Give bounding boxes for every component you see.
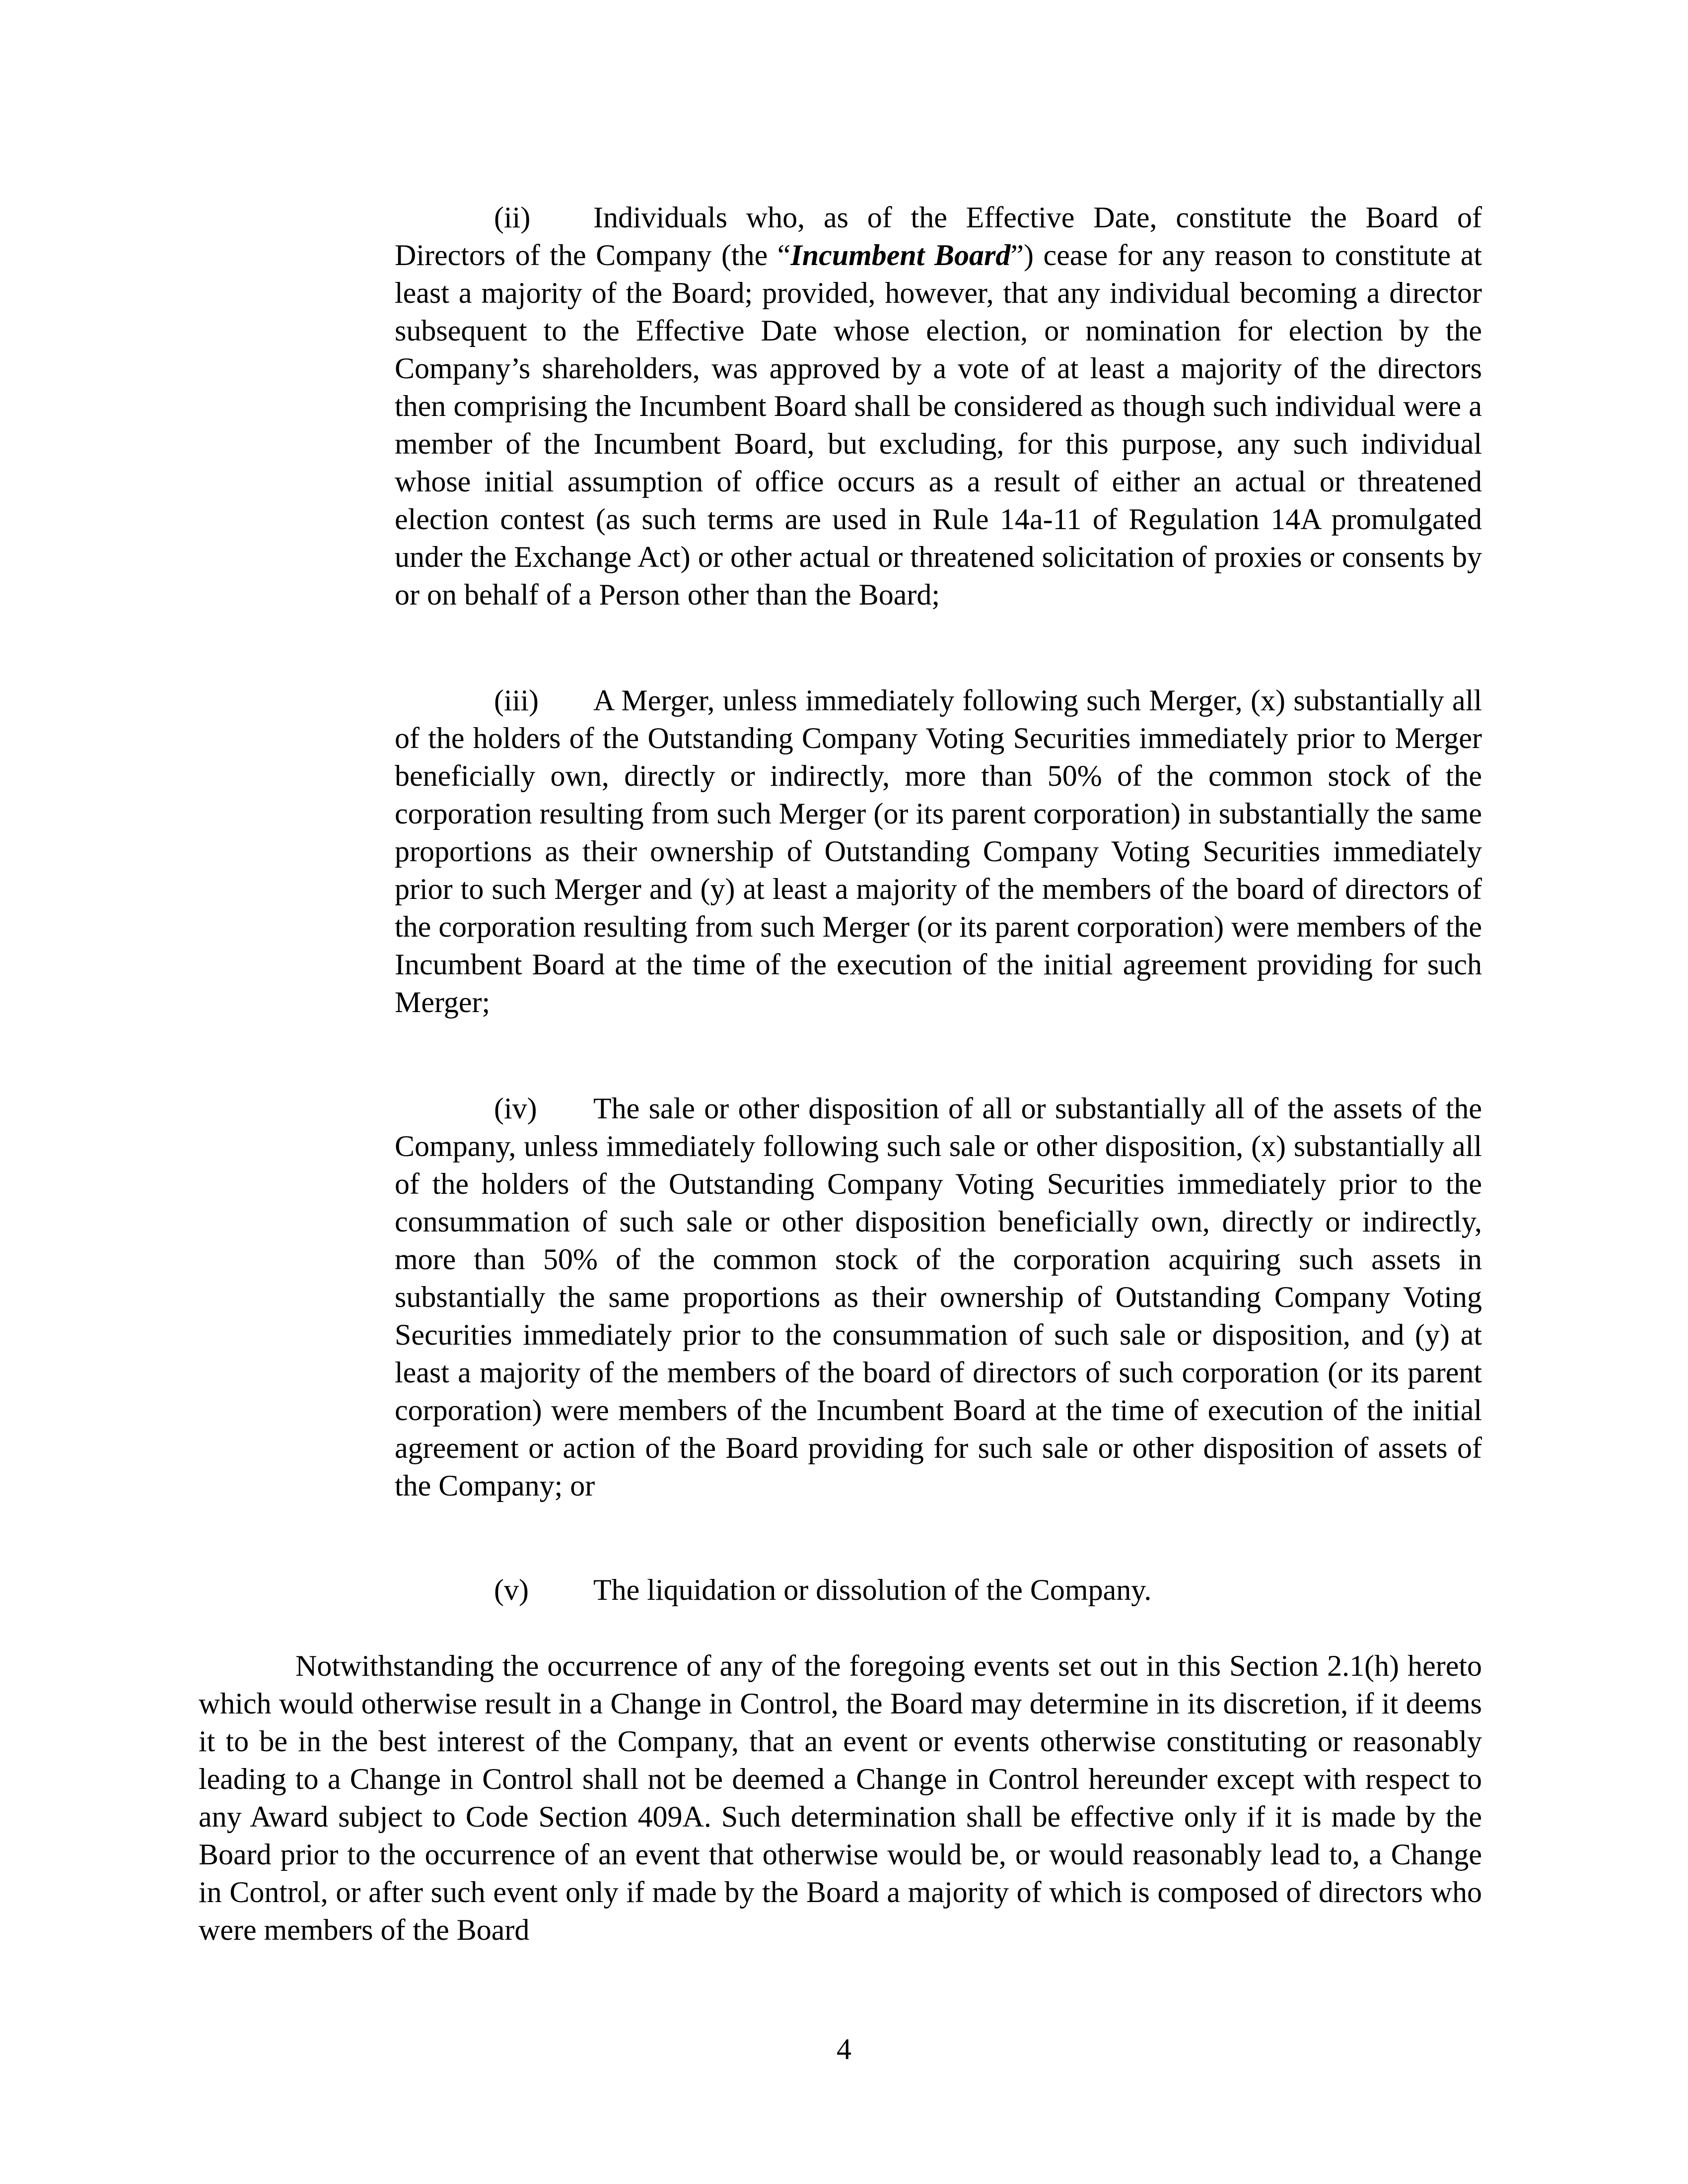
clause-iv <box>395 1090 1482 1504</box>
page-number: 4 <box>837 2033 851 2065</box>
clause-number: (iv) <box>494 1092 537 1125</box>
clause-number: (iii) <box>494 684 539 717</box>
clause-text: The liquidation or dissolution of the Company. <box>593 1573 1152 1606</box>
clause-ii <box>395 199 1482 614</box>
notwithstanding-paragraph: Notwithstanding the occurrence of any of the foregoing events set out in this Section 2.1(h) hereto which would otherwise result in a Change in Control, the Board may determine in its discretion, if it deems it to be in the best interest of the Company, that an event or events otherwise constituting or reasonably leading to a Change in Control shall not be deemed a Change in Control hereunder except with respect to any Award subject to Code Section 409A. Such determination shall be effective only if it is made by the Board prior to the occurrence of an event that otherwise would be, or would reasonably lead to, a Change in Control, or after such event only if made by the Board a majority of which is composed of directors who were members of the Board <box>199 1649 1482 1946</box>
clause-text-start: Individuals who, as of the Effective Date, constitute the Board of Directors of the Company (the “ <box>395 201 1482 272</box>
clause-iii <box>395 682 1482 1021</box>
clause-number: (ii) <box>494 201 531 234</box>
clause-text: A Merger, unless immediately following such Merger, (x) substantially all of the holders of the Outstanding Company Voting Securities immediately prior to Merger beneficially own, directly or indirectly, more than 50% of the common stock of the corporation resulting from such Merger (or its parent corporation) in substantially the same proportions as their ownership of Outstanding Company Voting Securities immediately prior to such Merger and (y) at least a majority of the members of the board of directors of the corporation resulting from such Merger (or its parent corporation) were members of the Incumbent Board at the time of the execution of the initial agreement providing for such Merger; <box>395 684 1482 1019</box>
defined-term: Incumbent Board <box>790 239 1011 272</box>
clause-v <box>395 1571 1482 1609</box>
clause-text-end: ”) cease for any reason to constitute at least a majority of the Board; provided, however, that any individual becoming a director subsequent to the Effective Date whose election, or nomination for election by the Company’s shareholders, was approved by a vote of at least a majority of the directors then comprising the Incumbent Board shall be considered as though such individual were a member of the Incumbent Board, but excluding, for this purpose, any such individual whose initial assumption of office occurs as a result of either an actual or threatened election contest (as such terms are used in Rule 14a-11 of Regulation 14A promulgated under the Exchange Act) or other actual or threatened solicitation of proxies or consents by or on behalf of a Person other than the Board; <box>395 239 1482 611</box>
clause-text: The sale or other disposition of all or substantially all of the assets of the Company, unless immediately following such sale or other disposition, (x) substantially all of the holders of the Outstanding Company Voting Securities immediately prior to the consummation of such sale or other disposition beneficially own, directly or indirectly, more than 50% of the common stock of the corporation acquiring such assets in substantially the same proportions as their ownership of Outstanding Company Voting Securities immediately prior to the consummation of such sale or disposition, and (y) at least a majority of the members of the board of directors of such corporation (or its parent corporation) were members of the Incumbent Board at the time of execution of the initial agreement or action of the Board providing for such sale or other disposition of assets of the Company; or <box>395 1092 1482 1502</box>
clause-number: (v) <box>494 1573 529 1606</box>
